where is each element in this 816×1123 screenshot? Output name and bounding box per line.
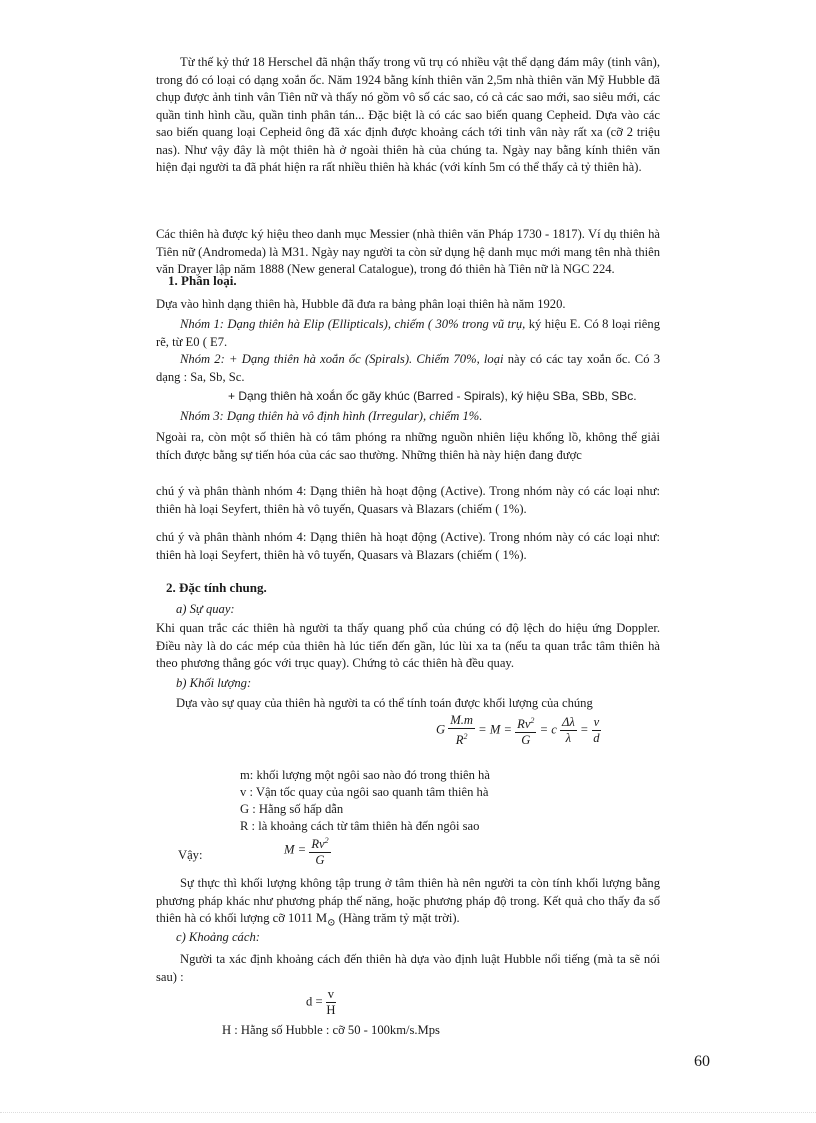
mass-intro: Dựa vào sự quay của thiên hà người ta có thể tính toán được khối lượng của chúng <box>176 696 593 710</box>
fraction-numerator <box>309 833 330 853</box>
formula-G: G <box>436 722 446 737</box>
fraction-v-over-h <box>326 987 336 1018</box>
section-1-heading: 1. Phân loại. <box>168 273 237 288</box>
fraction-dlambda-over-lambda <box>560 715 577 746</box>
section-2-heading: 2. Đặc tính chung. <box>166 580 267 595</box>
fraction-denominator: λ <box>565 731 572 746</box>
fraction-rv2-over-g <box>515 713 536 748</box>
fraction-numerator: Δλ <box>561 715 575 730</box>
mass-title: b) Khối lượng: <box>176 676 252 690</box>
group-2-rest: này có các tay xoắn ốc. Có 3 dạng : Sa, Sb, Sc. <box>156 352 660 384</box>
fraction-numerator: M.m <box>450 713 473 727</box>
distance-title: c) Khoảng cách: <box>176 930 260 944</box>
hubble-constant: H : Hằng số Hubble : cỡ 50 - 100km/s.Mps <box>222 1023 440 1037</box>
mass-text-tail: (Hàng trăm tỷ mặt trời). <box>335 911 460 925</box>
classification-intro: Dựa vào hình dạng thiên hà, Hubble đã đưa ra bảng phân loại thiên hà năm 1920. <box>156 297 566 311</box>
num-rv: Rv <box>517 717 531 732</box>
active-galaxies-intro: Ngoài ra, còn một số thiên hà có tâm phóng ra những nguồn nhiên liệu khổng lồ, không thể giải thích được bằng sự tiến hóa của các sao thường. Những thiên hà này hiện đang được <box>156 430 660 462</box>
formula-d: d <box>306 994 313 1009</box>
distance-text: Người ta xác định khoảng cách đến thiên hà dựa vào định luật Hubble nổi tiếng (mà ta sẽ nói sau) : <box>156 952 660 984</box>
superscript-2: 2 <box>324 836 329 845</box>
group-3-text: Nhóm 3: Dạng thiên hà vô định hình (Irregular), chiếm 1%. <box>180 409 483 423</box>
rotation-text: Khi quan trắc các thiên hà người ta thấy quang phổ của chúng có độ lệch do hiệu ứng Doppler. Điều này là do các mép của thiên hà lúc tiến đến gần, lúc lùi xa ta (nếu ta quan trắc tâm thiên hà theo phương thẳng góc với trục quay). Chứng tỏ các thiên hà đều quay. <box>156 621 660 670</box>
var-g: G : Hằng số hấp dẫn <box>240 802 344 816</box>
equals-sign: = <box>539 722 549 737</box>
mass-result-formula <box>284 833 331 868</box>
page-number: 60 <box>694 1053 710 1070</box>
formula-M: M <box>284 842 295 857</box>
group-1-text <box>156 316 660 351</box>
paragraph-messier: Các thiên hà được ký hiệu theo danh mục Messier (nhà thiên văn Pháp 1730 - 1817). Ví dụ thiên hà Tiên nữ (Andromeda) là M31. Ngày nay người ta còn sử dụng hệ danh mục mới mang tên nhà thiên văn Drayer lập năm 1888 (New general Catalogue), trong đó thiên hà Tiên nữ là NGC 224. <box>156 227 660 276</box>
fraction-denominator <box>448 729 475 748</box>
equals-sign: = <box>580 722 589 737</box>
fraction-rv2-over-g <box>309 833 330 868</box>
num-rv: Rv <box>311 837 325 852</box>
equals-sign: = <box>315 994 323 1009</box>
superscript-2: 2 <box>530 716 535 725</box>
den-r: R <box>455 733 464 748</box>
rotation-title: a) Sự quay: <box>176 602 235 616</box>
mass-text-body: Sự thực thì khối lượng không tập trung ở tâm thiên hà nên người ta còn tính khối lượng bằng phương pháp khác như phương pháp thế năng, hoặc phương pháp độ trong. Kết quả cho thấy đa số thiên hà có khối lượng cỡ 1011 M <box>156 876 660 925</box>
fraction-mm-over-r2 <box>448 713 475 748</box>
paragraph-herschel: Từ thế kỷ thứ 18 Herschel đã nhận thấy trong vũ trụ có nhiều vật thể dạng đám mây (tinh vân), trong đó có loại có dạng xoắn ốc. Năm 1924 bằng kính thiên văn 2,5m nhà thiên văn Mỹ Hubble đã chụp được ảnh tinh vân Tiên nữ và thấy nó gồm vô số các sao, có cả các sao mới, sao siêu mới, các quần tinh hình cầu, quần tinh phân tán... Đặc biệt là có các sao biến quang Cepheid. Dựa vào các sao biến quang loại Cepheid ông đã xác định được khoảng cách tới tinh vân này rất xa (cỡ 2 triệu nas). Như vậy đây là một thiên hà ở ngoài thiên hà của chúng ta. Ngày nay bằng kính thiên văn hiện đại người ta đã phát hiện ra rất nhiều thiên hà khác (với kính 5m có thể thấy cả tỷ thiên hà). <box>156 55 660 174</box>
equals-sign: = <box>503 722 512 737</box>
fraction-v-over-d <box>592 715 602 746</box>
fraction-numerator: v <box>593 715 600 730</box>
group-1-rest: ký hiệu E. Có 8 loại riêng rẽ, từ E0 ( E7. <box>156 317 660 349</box>
mass-formula <box>436 713 601 748</box>
group-2-text <box>156 351 660 386</box>
formula-M: M <box>489 722 501 737</box>
group-2-italic-label: Nhóm 2: + Dạng thiên hà xoắn ốc (Spirals). Chiếm 70%, loại <box>180 352 504 366</box>
group-4-text-b: chú ý và phân thành nhóm 4: Dạng thiên hà hoạt động (Active). Trong nhóm này có các loại như: thiên hà loại Seyfert, thiên hà vô tuyến, Quasars và Blazars (chiếm ( 1%). <box>156 530 660 562</box>
fraction-denominator: G <box>315 853 325 868</box>
fraction-denominator: H <box>326 1003 336 1017</box>
var-m: m: khối lượng một ngôi sao nào đó trong thiên hà <box>240 768 490 782</box>
group-2-barred: + Dạng thiên hà xoắn ốc gãy khúc (Barred - Spirals), ký hiệu SBa, SBb, SBc. <box>228 389 637 403</box>
page-footer-divider <box>0 1112 816 1113</box>
sun-symbol: ⊙ <box>327 917 336 929</box>
equals-sign: = <box>478 722 487 737</box>
superscript-2: 2 <box>463 732 468 741</box>
fraction-denominator: G <box>521 733 531 748</box>
vay-label: Vậy: <box>178 848 203 862</box>
fraction-numerator <box>515 713 536 733</box>
equals-sign: = <box>297 842 307 857</box>
group-1-italic: Nhóm 1: Dạng thiên hà Elip (Ellipticals), chiếm ( 30% trong vũ trụ, <box>180 317 526 331</box>
formula-c: c <box>551 722 557 737</box>
fraction-denominator: d <box>593 731 600 746</box>
var-r: R : là khoảng cách từ tâm thiên hà đến ngôi sao <box>240 819 480 833</box>
var-v: v : Vận tốc quay của ngôi sao quanh tâm thiên hà <box>240 785 489 799</box>
mass-text <box>156 875 660 932</box>
fraction-numerator: v <box>327 987 335 1001</box>
hubble-formula <box>306 987 336 1018</box>
group-4-text-a: chú ý và phân thành nhóm 4: Dạng thiên hà hoạt động (Active). Trong nhóm này có các loại như: thiên hà loại Seyfert, thiên hà vô tuyến, Quasars và Blazars (chiếm ( 1%). <box>156 484 660 516</box>
